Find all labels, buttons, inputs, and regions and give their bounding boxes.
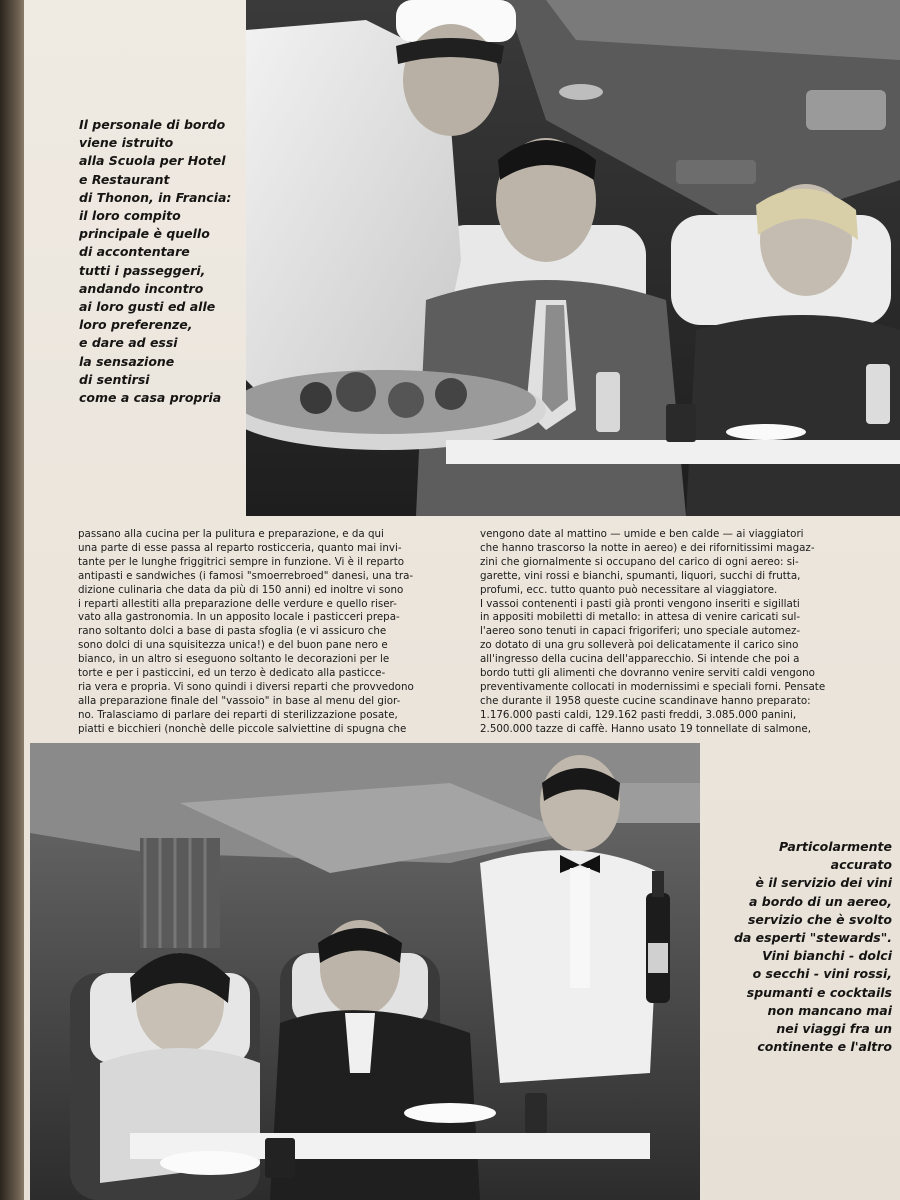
article-line: zo dotato di una gru solleverà poi delicatamente il carico sino <box>480 639 799 652</box>
caption-bottom-line: spumanti e cocktails <box>746 984 892 1000</box>
photo-chef-serving-passengers-image <box>246 0 900 516</box>
caption-top-line: il loro compito <box>79 208 181 224</box>
article-line: bordo tutti gli alimenti che dovranno venire serviti caldi vengono <box>480 667 815 680</box>
article-line: all'ingresso della cucina dell'apparecchio. Si intende che poi a <box>480 653 800 666</box>
caption-top-line: di Thonon, in Francia: <box>79 189 232 205</box>
article-line: 1.176.000 pasti caldi, 129.162 pasti freddi, 3.085.000 panini, <box>480 708 797 721</box>
article-line: i reparti allestiti alla preparazione delle verdure e quello riser- <box>78 597 397 610</box>
article-line: zini che giornalmente si occupano del carico di ogni aereo: si- <box>480 555 799 568</box>
caption-bottom-line: nei viaggi fra un <box>776 1021 892 1037</box>
caption-bottom-line: è il servizio dei vini <box>755 875 892 891</box>
article-line: tante per le lunghe friggitrici sempre in funzione. Vi è il reparto <box>78 555 405 568</box>
article-line: torte e per i pasticcini, ed un terzo è dedicato alla pasticce- <box>78 667 386 680</box>
caption-top-line: come a casa propria <box>79 390 222 406</box>
article-line: vato alla gastronomia. In un apposito locale i pasticceri prepa- <box>78 611 400 624</box>
caption-top-line: e Restaurant <box>79 171 170 187</box>
caption-top-line: Il personale di bordo <box>79 117 226 132</box>
caption-top-line: tutti i passeggeri, <box>79 262 206 278</box>
caption-top-line: la sensazione <box>79 353 175 369</box>
article-line: preventivamente collocati in modernissimi e speciali forni. Pensate <box>480 680 826 693</box>
caption-top-line: andando incontro <box>79 280 204 296</box>
caption-top <box>79 116 249 407</box>
photo-steward-serving-wine-image <box>30 743 700 1200</box>
caption-bottom-line: o secchi - vini rossi, <box>752 966 892 982</box>
caption-bottom-line: Vini bianchi - dolci <box>762 948 892 964</box>
caption-top-line: loro preferenze, <box>79 317 193 333</box>
article-line: l'aereo sono tenuti in capaci frigoriferi; uno speciale automez- <box>480 625 801 638</box>
photo-chef-serving-passengers <box>246 0 900 516</box>
article-line: antipasti e sandwiches (i famosi "smoerrebroed" danesi, una tra- <box>78 569 414 582</box>
caption-bottom-line: da esperti "stewards". <box>733 930 892 946</box>
article-line: sono dolci di una squisitezza unica!) e del buon pane nero e <box>78 639 388 652</box>
caption-top-line: ai loro gusti ed alle <box>79 299 216 315</box>
article-line: che durante il 1958 queste cucine scandinave hanno preparato: <box>480 694 811 707</box>
caption-top-line: di sentirsi <box>79 371 150 387</box>
caption-bottom <box>714 838 892 1056</box>
article-line: vengono date al mattino — umide e ben calde — ai viaggiatori <box>480 528 804 540</box>
article-line: profumi, ecc. tutto quanto può necessitare al viaggiatore. <box>480 583 778 596</box>
article-line: in appositi mobiletti di metallo: in attesa di venire caricati sul- <box>480 611 801 624</box>
article-line: una parte di esse passa al reparto rosticceria, quanto mai invi- <box>78 541 402 554</box>
article-line: che hanno trascorso la notte in aereo) e dei rifornitissimi magaz- <box>480 541 815 554</box>
caption-bottom-line: servizio che è svolto <box>747 911 892 927</box>
caption-bottom-line: accurato <box>830 857 892 873</box>
article-line: garette, vini rossi e bianchi, spumanti, liquori, succhi di frutta, <box>480 569 801 582</box>
article-column-right <box>480 528 884 737</box>
caption-top-line: di accontentare <box>79 244 190 260</box>
article-line: I vassoi contenenti i pasti già pronti vengono inseriti e sigillati <box>480 597 800 610</box>
article-line: bianco, in un altro si eseguono soltanto le decorazioni per le <box>78 653 390 666</box>
caption-bottom-line: continente e l'altro <box>757 1039 892 1055</box>
article-line: dizione culinaria che data da più di 150 anni) ed inoltre vi sono <box>78 583 404 596</box>
magazine-page <box>24 0 900 1200</box>
caption-top-line: principale è quello <box>79 226 210 242</box>
photo-steward-serving-wine <box>30 743 700 1200</box>
article-line: ria vera e propria. Vi sono quindi i diversi reparti che provvedono <box>78 680 414 693</box>
article-line: 2.500.000 tazze di caffè. Hanno usato 19 tonnellate di salmone, <box>480 722 811 735</box>
caption-top-line: alla Scuola per Hotel <box>79 153 226 169</box>
article-column-left <box>78 528 482 737</box>
article-line: rano soltanto dolci a base di pasta sfoglia (e vi assicuro che <box>78 625 387 638</box>
article-line: passano alla cucina per la pulitura e preparazione, e da qui <box>78 528 384 540</box>
caption-bottom-line: Particolarmente <box>779 839 892 854</box>
caption-top-line: viene istruito <box>79 135 174 151</box>
caption-bottom-line: non mancano mai <box>767 1002 892 1018</box>
caption-bottom-line: a bordo di un aereo, <box>749 893 892 909</box>
article-line: no. Tralasciamo di parlare dei reparti di sterilizzazione posate, <box>78 708 398 721</box>
caption-top-line: e dare ad essi <box>79 335 178 351</box>
article-line: alla preparazione finale del "vassoio" in base al menu del gior- <box>78 694 401 707</box>
article-line: piatti e bicchieri (nonchè delle piccole salviettine di spugna che <box>78 722 407 735</box>
